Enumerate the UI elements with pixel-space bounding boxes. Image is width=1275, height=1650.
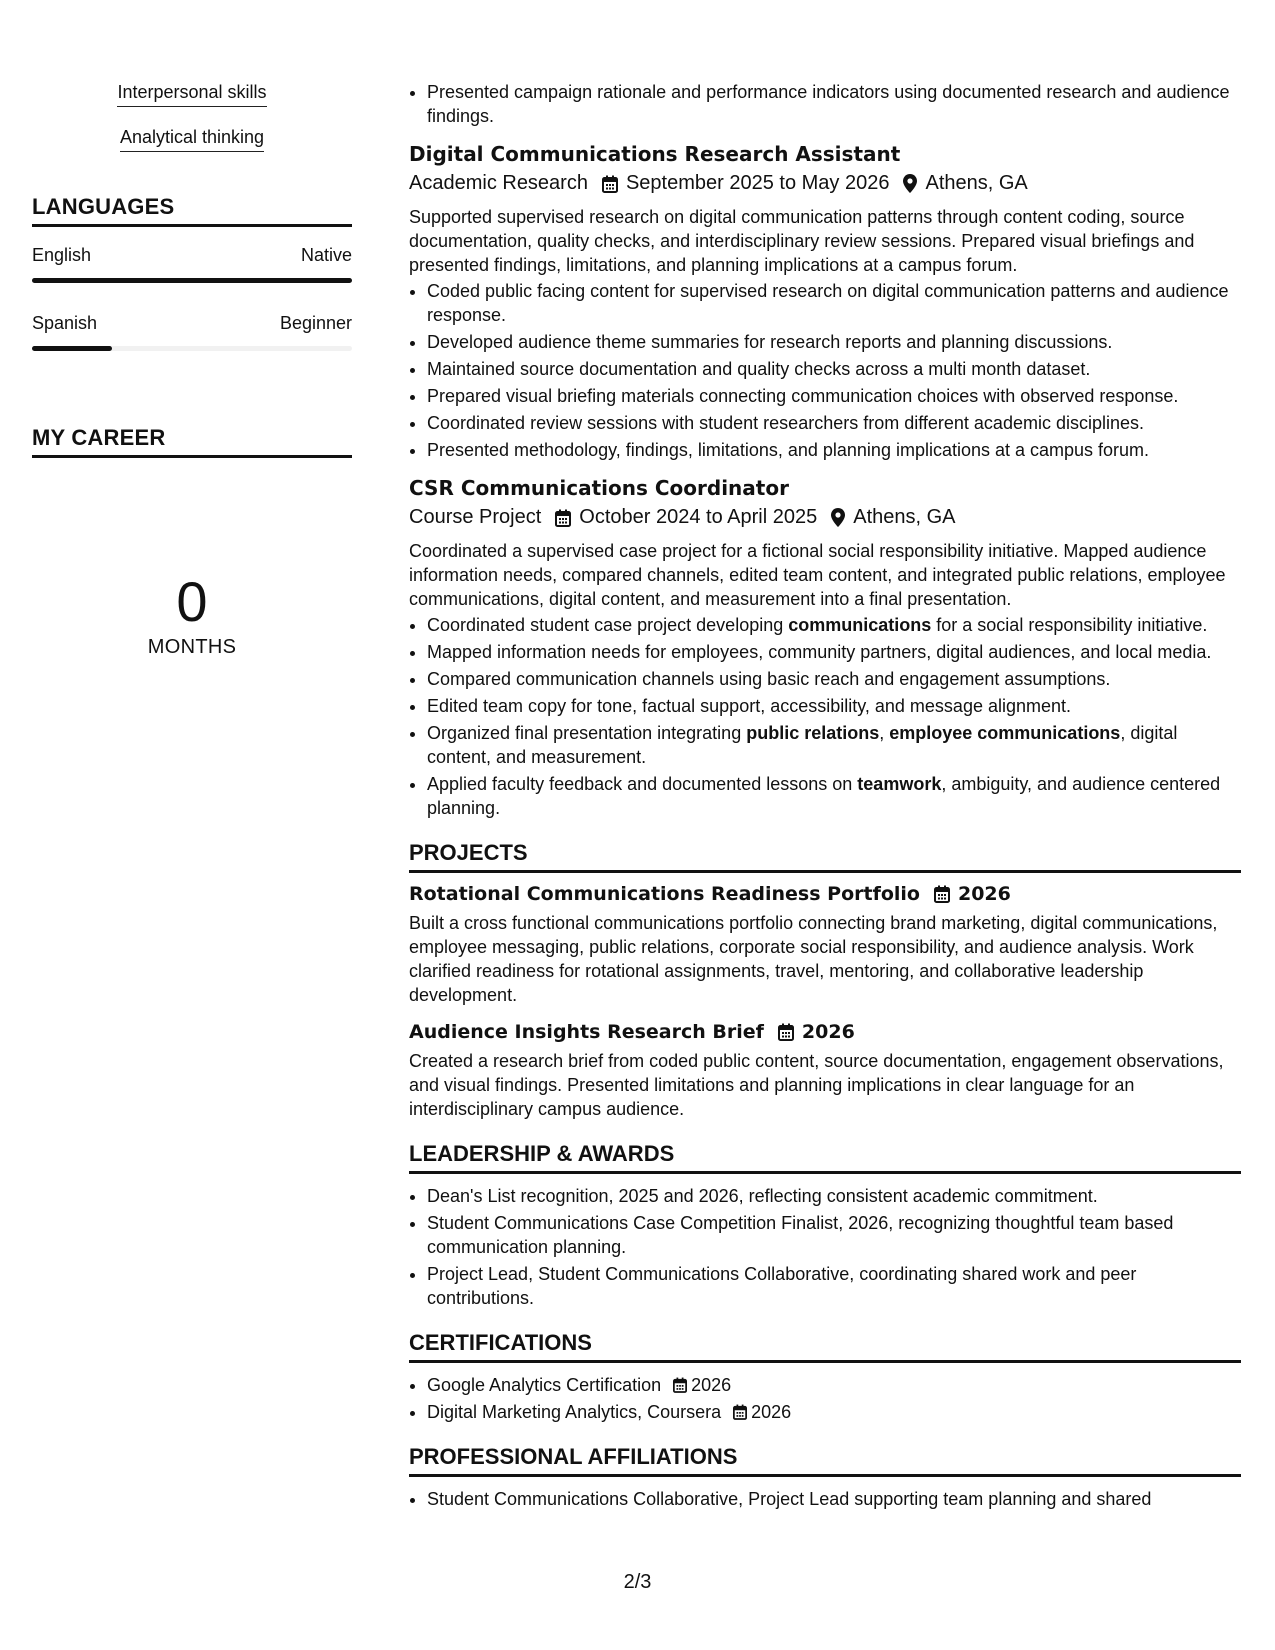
job-location: Athens, GA — [925, 172, 1028, 194]
languages-heading: LANGUAGES — [32, 194, 352, 227]
left-column — [32, 82, 352, 659]
job-organization: Academic Research — [409, 172, 588, 194]
experience-entry — [409, 142, 1241, 462]
skill-tag: Analytical thinking — [120, 127, 264, 152]
emphasized-keyword: communications — [788, 615, 932, 635]
map-pin-icon — [903, 174, 917, 193]
career-months-value: 0 — [176, 570, 208, 633]
list-item: • Student Communications Case Competition Finalist, 2026, recognizing thoughtful team based communication planning. — [427, 1211, 1241, 1259]
certifications-heading: CERTIFICATIONS — [409, 1330, 1241, 1363]
certifications-section — [409, 1330, 1241, 1424]
job-dates: October 2024 to April 2025 — [579, 506, 818, 528]
language-level-fill — [32, 278, 352, 283]
calendar-icon — [934, 885, 950, 903]
list-item: • Edited team copy for tone, factual support, accessibility, and message alignment. — [427, 694, 1241, 718]
language-level-bar — [32, 346, 352, 351]
list-item: • Coordinated review sessions with student researchers from different academic disciplines. — [427, 411, 1241, 435]
calendar-icon — [673, 1377, 687, 1393]
page-number: 2/3 — [623, 1571, 652, 1593]
project-year: 2026 — [801, 1021, 855, 1043]
project-title: Audience Insights Research Brief — [409, 1021, 764, 1043]
leadership-heading: LEADERSHIP & AWARDS — [409, 1141, 1241, 1174]
list-item: • Presented methodology, findings, limitations, and planning implications at a campus forum. — [427, 438, 1241, 462]
career-duration — [32, 570, 352, 659]
languages-section — [32, 194, 352, 351]
language-level-fill — [32, 346, 112, 351]
affiliations-heading: PROFESSIONAL AFFILIATIONS — [409, 1444, 1241, 1477]
list-item: • Presented campaign rationale and performance indicators using documented research and audience findings. — [427, 80, 1241, 128]
language-name: English — [32, 245, 92, 265]
career-section — [32, 425, 352, 659]
skill-tag: Interpersonal skills — [117, 82, 266, 107]
job-location: Athens, GA — [853, 506, 956, 528]
list-item: • Maintained source documentation and quality checks across a multi month dataset. — [427, 357, 1241, 381]
job-title: Digital Communications Research Assistant — [409, 142, 901, 166]
career-months-label: MONTHS — [147, 636, 237, 658]
language-level: Beginner — [279, 313, 352, 333]
projects-section — [409, 840, 1241, 1121]
job-bullets — [409, 279, 1241, 462]
project-entry — [409, 883, 1241, 1007]
right-column — [409, 80, 1241, 1514]
map-pin-icon — [831, 508, 845, 527]
project-description: Built a cross functional communications portfolio connecting brand marketing, digital communications, employee messaging, public relations, corporate social responsibility, and audience analysis. Work clarified readiness for rotational assignments, travel, mentoring, and collaborative leadership development. — [409, 913, 1218, 1005]
career-heading: MY CAREER — [32, 425, 352, 458]
language-item — [32, 245, 352, 283]
list-item: • Mapped information needs for employees, community partners, digital audiences, and local media. — [427, 640, 1241, 664]
certification-year: 2026 — [691, 1375, 732, 1395]
list-item — [427, 1400, 1241, 1424]
list-item: • Student Communications Collaborative, Project Lead supporting team planning and shared — [427, 1487, 1241, 1511]
list-item: • Prepared visual briefing materials connecting communication choices with observed response. — [427, 384, 1241, 408]
job-meta — [409, 172, 1241, 195]
job-summary: Coordinated a supervised case project for a fictional social responsibility initiative. Mapped audience information needs, compared channels, edited team content, and integrated public relations, employee communications, digital content, and measurement into a final presentation. — [409, 541, 1226, 609]
language-name: Spanish — [32, 313, 98, 333]
list-item: • Project Lead, Student Communications Collaborative, coordinating shared work and peer contributions. — [427, 1262, 1241, 1310]
job-title: CSR Communications Coordinator — [409, 476, 789, 500]
certification-name: • Google Analytics Certification — [427, 1375, 662, 1395]
affiliations-section — [409, 1444, 1241, 1511]
emphasized-keyword: teamwork — [857, 774, 942, 794]
job-meta — [409, 506, 1241, 529]
calendar-icon — [555, 509, 571, 527]
language-level: Native — [300, 245, 352, 265]
emphasized-keyword: public relations — [746, 723, 880, 743]
certification-name: • Digital Marketing Analytics, Coursera — [427, 1402, 722, 1422]
certification-year: 2026 — [751, 1402, 792, 1422]
project-year: 2026 — [957, 883, 1011, 905]
leadership-section — [409, 1141, 1241, 1310]
project-title: Rotational Communications Readiness Portfolio — [409, 883, 920, 905]
calendar-icon — [733, 1404, 747, 1420]
emphasized-keyword: employee communications — [889, 723, 1121, 743]
job-organization: Course Project — [409, 506, 542, 528]
projects-heading: PROJECTS — [409, 840, 1241, 873]
language-level-bar — [32, 278, 352, 283]
project-description: Created a research brief from coded public content, source documentation, engagement observations, and visual findings. Presented limitations and planning implications in clear language for an interdisciplinary campus audience. — [409, 1051, 1224, 1119]
list-item: • Dean's List recognition, 2025 and 2026, reflecting consistent academic commitment. — [427, 1184, 1241, 1208]
list-item: • Coded public facing content for supervised research on digital communication patterns and audience response. — [427, 279, 1241, 327]
list-item: • Organized final presentation integrating public relations, employee communications, digital content, and measurement. — [427, 721, 1241, 769]
language-item — [32, 313, 352, 351]
project-entry — [409, 1021, 1241, 1121]
carried-over-bullets — [409, 80, 1241, 128]
job-bullets — [409, 613, 1241, 820]
list-item — [427, 1373, 1241, 1397]
job-dates: September 2025 to May 2026 — [625, 172, 890, 194]
list-item: • Developed audience theme summaries for research reports and planning discussions. — [427, 330, 1241, 354]
list-item: • Compared communication channels using basic reach and engagement assumptions. — [427, 667, 1241, 691]
list-item: • Coordinated student case project developing communications for a social responsibility initiative. — [427, 613, 1241, 637]
job-summary: Supported supervised research on digital communication patterns through content coding, source documentation, quality checks, and interdisciplinary review sessions. Prepared visual briefings and presented findings, limitations, and planning implications at a campus forum. — [409, 207, 1195, 275]
skills-list — [32, 82, 352, 172]
experience-entry — [409, 476, 1241, 820]
calendar-icon — [778, 1023, 794, 1041]
calendar-icon — [602, 175, 618, 193]
list-item: • Applied faculty feedback and documented lessons on teamwork, ambiguity, and audience centered planning. — [427, 772, 1241, 820]
